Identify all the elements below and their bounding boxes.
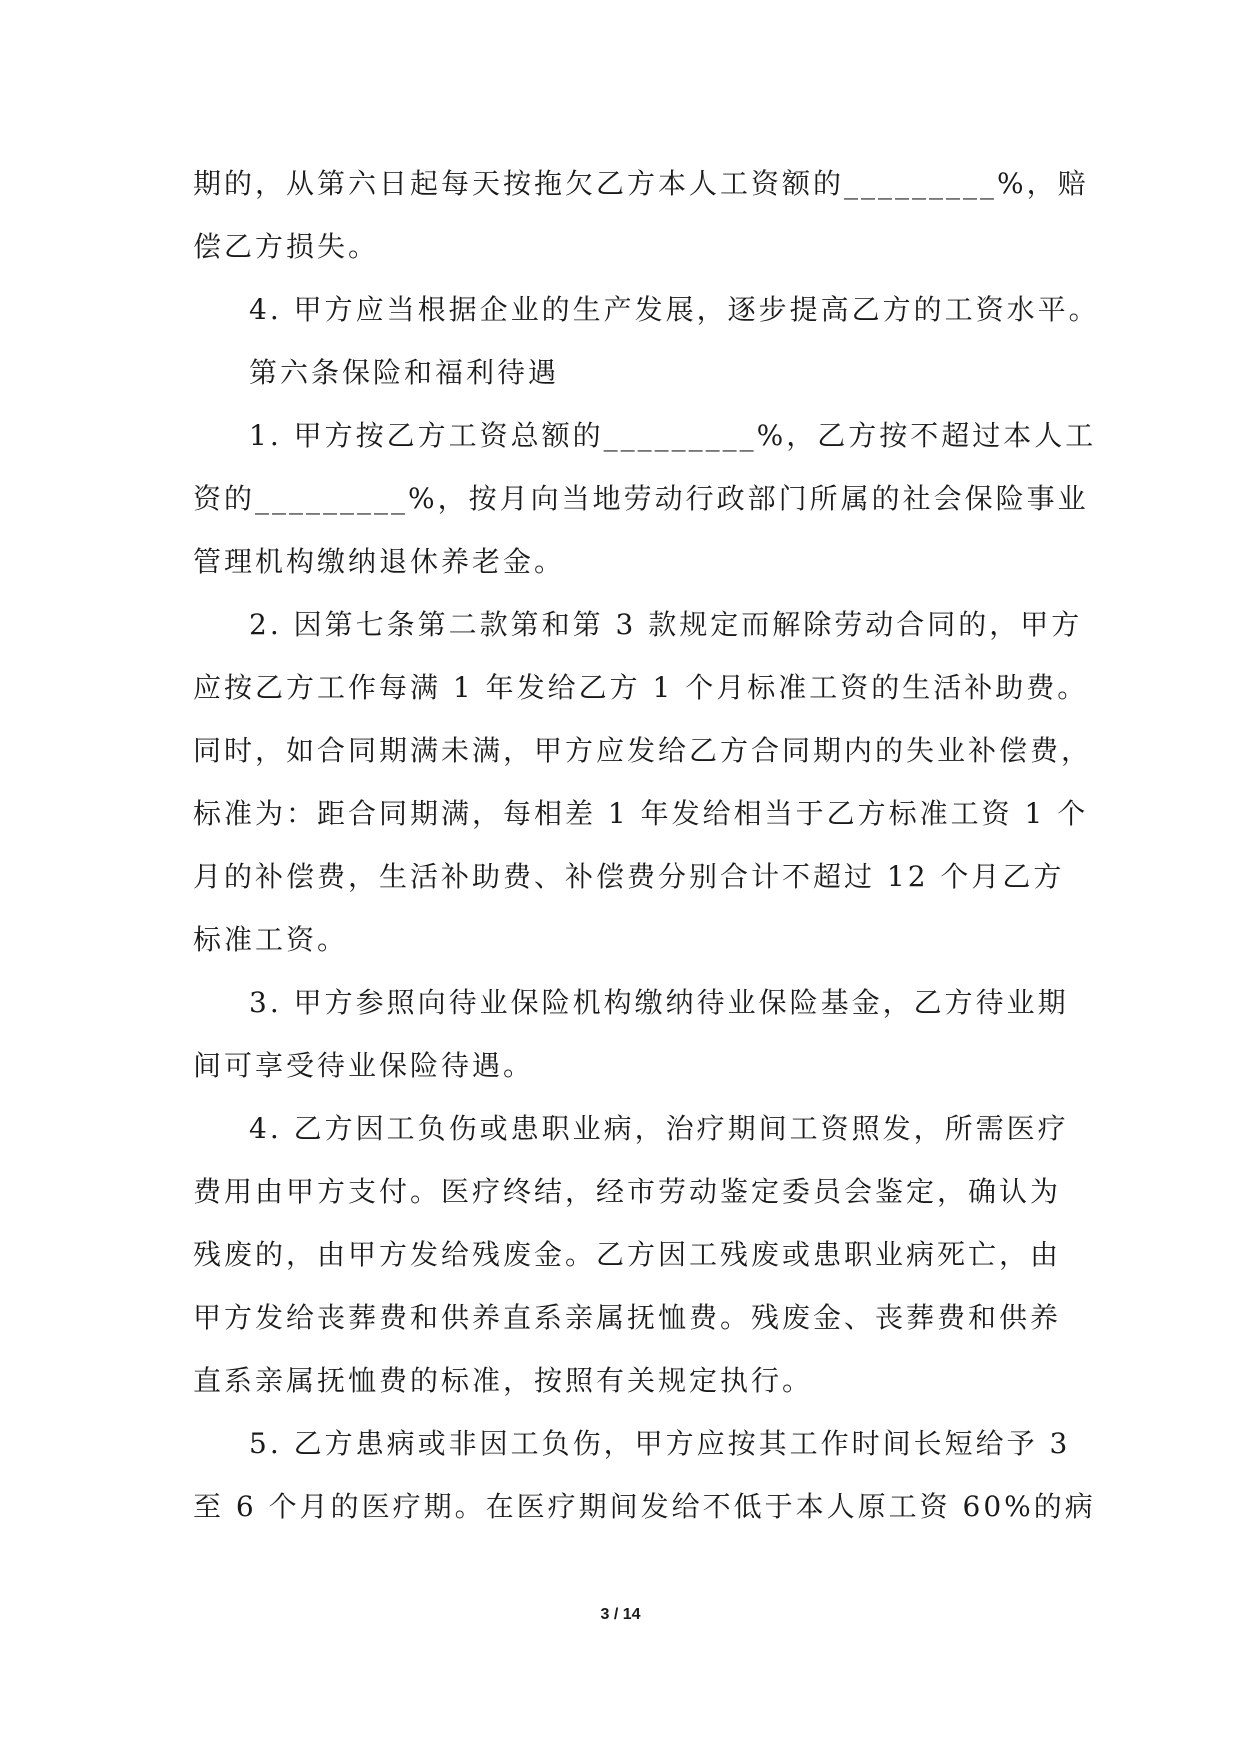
text-line: 至 6 个月的医疗期。在医疗期间发给不低于本人原工资 60%的病 [193, 1490, 1096, 1523]
section-heading: 第六条保险和福利待遇 [249, 356, 560, 389]
text-line: 资的_________%，按月向当地劳动行政部门所属的社会保险事业 [193, 482, 1089, 515]
text-line: 2. 因第七条第二款第和第 3 款规定而解除劳动合同的，甲方 [249, 608, 1083, 641]
text-line: 标准工资。 [193, 923, 349, 956]
page-number: 3 / 14 [600, 1606, 641, 1623]
text-line: 4. 乙方因工负伤或患职业病，治疗期间工资照发，所需医疗 [249, 1112, 1069, 1145]
text-line: 期的，从第六日起每天按拖欠乙方本人工资额的_________%，赔 [193, 167, 1089, 200]
text-line: 标准为：距合同期满，每相差 1 年发给相当于乙方标准工资 1 个 [193, 797, 1089, 830]
text-line: 同时，如合同期满未满，甲方应发给乙方合同期内的失业补偿费， [193, 734, 1093, 767]
text-line: 间可享受待业保险待遇。 [193, 1049, 535, 1082]
text-line: 偿乙方损失。 [193, 230, 380, 263]
text-line: 1. 甲方按乙方工资总额的_________%，乙方按不超过本人工 [249, 419, 1097, 452]
text-line: 3. 甲方参照向待业保险机构缴纳待业保险基金，乙方待业期 [249, 986, 1069, 1019]
text-line: 5. 乙方患病或非因工负伤，甲方应按其工作时间长短给予 3 [249, 1427, 1071, 1460]
text-line: 管理机构缴纳退休养老金。 [193, 545, 566, 578]
text-line: 直系亲属抚恤费的标准，按照有关规定执行。 [193, 1364, 814, 1397]
text-line: 残废的，由甲方发给残废金。乙方因工残废或患职业病死亡，由 [193, 1238, 1062, 1271]
text-line: 应按乙方工作每满 1 年发给乙方 1 个月标准工资的生活补助费。 [193, 671, 1089, 704]
text-line: 甲方发给丧葬费和供养直系亲属抚恤费。残废金、丧葬费和供养 [193, 1301, 1062, 1334]
text-line: 费用由甲方支付。医疗终结，经市劳动鉴定委员会鉴定，确认为 [193, 1175, 1062, 1208]
text-line: 4. 甲方应当根据企业的生产发展，逐步提高乙方的工资水平。 [249, 293, 1100, 326]
text-line: 月的补偿费，生活补助费、补偿费分别合计不超过 12 个月乙方 [193, 860, 1065, 893]
